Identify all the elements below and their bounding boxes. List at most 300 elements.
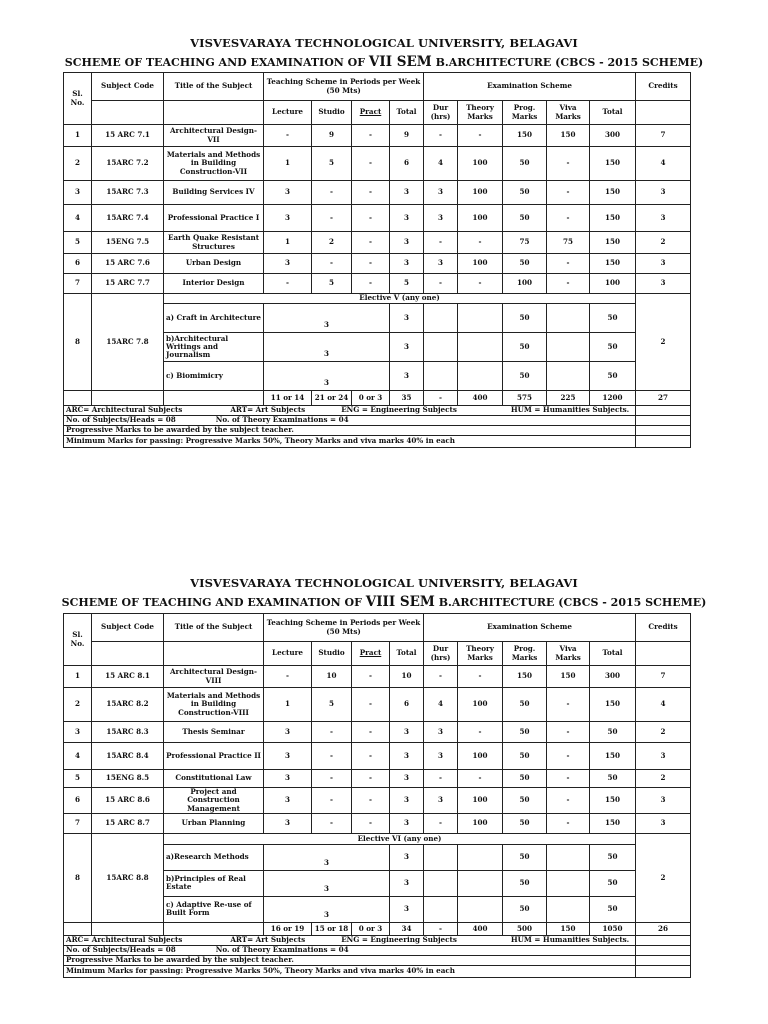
duration-header: Dur (hrs) <box>424 642 458 666</box>
table-cell: Urban Planning <box>164 813 264 833</box>
table-cell: 575 <box>503 391 547 406</box>
table-cell: - <box>312 254 352 274</box>
table-cell: 15ENG 7.5 <box>92 232 164 254</box>
table-cell: - <box>352 254 390 274</box>
table-cell: 15ARC 8.2 <box>92 688 164 722</box>
table-cell: 150 <box>590 205 636 232</box>
subheader-row <box>64 642 691 666</box>
table-row <box>64 232 691 254</box>
table-cell: Project and Construction Management <box>164 788 264 814</box>
table-cell: 50 <box>590 304 636 333</box>
table-row <box>64 125 691 147</box>
table-cell: 3 <box>636 274 691 294</box>
counts: No. of Subjects/Heads = 08 No. of Theory Examinations = 04 <box>64 416 636 426</box>
table-cell: 4 <box>636 147 691 181</box>
table-cell: 3 <box>264 181 312 205</box>
table-cell: 3 <box>390 722 424 743</box>
table-cell: 50 <box>503 743 547 770</box>
table-cell: 150 <box>547 125 590 147</box>
table-cell: 1 <box>264 232 312 254</box>
table-cell: 8 <box>64 833 92 922</box>
table-cell: 15ARC 7.4 <box>92 205 164 232</box>
table-cell: 7 <box>636 125 691 147</box>
table-cell: 100 <box>503 274 547 294</box>
table-cell: 15 ARC 7.7 <box>92 274 164 294</box>
table-cell: 3 <box>264 844 390 870</box>
table-cell: 26 <box>636 922 691 935</box>
table-cell: 50 <box>590 770 636 788</box>
table-cell: - <box>547 743 590 770</box>
table-cell: 3 <box>264 254 312 274</box>
table-cell: 50 <box>590 333 636 362</box>
table-cell: 150 <box>590 788 636 814</box>
table-cell: 10 <box>312 666 352 688</box>
table-cell <box>164 101 264 125</box>
subject-code-header: Subject Code <box>92 614 164 642</box>
table-cell: - <box>312 205 352 232</box>
table-cell: 6 <box>390 147 424 181</box>
pract-header: Pract <box>352 642 390 666</box>
table-cell: - <box>458 770 503 788</box>
table-cell <box>636 436 691 448</box>
table-cell: 50 <box>503 254 547 274</box>
table-cell: Professional Practice II <box>164 743 264 770</box>
table-cell: 2 <box>636 232 691 254</box>
elective-heading-row <box>64 294 691 304</box>
duration-header: Dur (hrs) <box>424 101 458 125</box>
table-cell: - <box>312 813 352 833</box>
table-cell: - <box>458 666 503 688</box>
table-cell: 300 <box>590 125 636 147</box>
table-cell: 100 <box>458 254 503 274</box>
table-cell: 3 <box>264 333 390 362</box>
table-cell: Architectural Design-VIII <box>164 666 264 688</box>
note-row <box>64 436 691 448</box>
table-cell: 150 <box>590 181 636 205</box>
table-cell: 15ARC 7.3 <box>92 181 164 205</box>
table-cell: 150 <box>590 232 636 254</box>
table-cell: 15ENG 8.5 <box>92 770 164 788</box>
table-row <box>64 813 691 833</box>
table-cell: - <box>547 813 590 833</box>
table-cell <box>92 642 164 666</box>
table-cell <box>636 965 691 977</box>
table-cell: 3 <box>636 743 691 770</box>
table-cell: Interior Design <box>164 274 264 294</box>
table-cell: - <box>312 743 352 770</box>
legend-row <box>64 406 691 416</box>
table-cell: 100 <box>458 205 503 232</box>
table-cell <box>636 101 691 125</box>
table-cell: - <box>547 274 590 294</box>
table-cell: 75 <box>503 232 547 254</box>
table-cell: 5 <box>64 232 92 254</box>
table-cell: - <box>424 666 458 688</box>
total-header: Total <box>390 642 424 666</box>
table-cell <box>636 416 691 426</box>
table-cell: 3 <box>264 770 312 788</box>
table-row <box>64 147 691 181</box>
viva-marks-header: Viva Marks <box>547 101 590 125</box>
subject-title-header: Title of the Subject <box>164 73 264 101</box>
table-cell: - <box>547 254 590 274</box>
totals-row <box>64 922 691 935</box>
table-cell: 3 <box>390 788 424 814</box>
table-row <box>64 274 691 294</box>
table-cell <box>92 922 164 935</box>
examination-scheme-header: Examination Scheme <box>424 73 636 101</box>
table-cell: 150 <box>590 688 636 722</box>
table-cell: 3 <box>390 844 424 870</box>
table-cell: - <box>458 232 503 254</box>
table-row <box>64 722 691 743</box>
table-cell: 3 <box>264 896 390 922</box>
lecture-header: Lecture <box>264 101 312 125</box>
table-cell: 5 <box>312 274 352 294</box>
table-cell: a) Craft in Architecture <box>164 304 264 333</box>
table-cell <box>164 642 264 666</box>
table-cell: 15 ARC 7.6 <box>92 254 164 274</box>
table-cell <box>64 391 92 406</box>
table-cell <box>458 870 503 896</box>
table-cell: 3 <box>390 181 424 205</box>
elective-heading-row <box>64 833 691 844</box>
progressive-note: Progressive Marks to be awarded by the subject teacher. <box>64 955 636 965</box>
table-cell: Architectural Design-VII <box>164 125 264 147</box>
table-cell: 3 <box>424 722 458 743</box>
table-cell: 15 ARC 8.1 <box>92 666 164 688</box>
table-cell: 7 <box>64 813 92 833</box>
note-row <box>64 965 691 977</box>
table-cell: - <box>547 788 590 814</box>
table-cell: - <box>458 274 503 294</box>
table-cell: 4 <box>64 743 92 770</box>
table-cell <box>547 362 590 391</box>
table-cell: 15ARC 8.3 <box>92 722 164 743</box>
table-cell: 15ARC 7.2 <box>92 147 164 181</box>
table-cell: 2 <box>64 147 92 181</box>
table-cell: - <box>458 722 503 743</box>
table-cell: - <box>547 181 590 205</box>
table-cell: 7 <box>64 274 92 294</box>
table-cell: - <box>458 125 503 147</box>
table-cell: - <box>352 788 390 814</box>
table-cell: 150 <box>503 666 547 688</box>
university-name: VISVESVARAYA TECHNOLOGICAL UNIVERSITY, BELAGAVI <box>190 36 578 50</box>
table-cell: 4 <box>64 205 92 232</box>
progressive-marks-header: Prog. Marks <box>503 642 547 666</box>
exam-total-header: Total <box>590 101 636 125</box>
table-cell: 5 <box>64 770 92 788</box>
table-cell: - <box>352 722 390 743</box>
table-cell <box>547 333 590 362</box>
table-cell: 3 <box>424 788 458 814</box>
table-cell <box>92 391 164 406</box>
table-cell: - <box>424 125 458 147</box>
table-cell: 50 <box>590 870 636 896</box>
table-cell <box>424 333 458 362</box>
table-cell: 3 <box>636 254 691 274</box>
table-cell: 50 <box>590 362 636 391</box>
table-cell: Materials and Methods in Building Construction-VII <box>164 147 264 181</box>
table-cell <box>424 362 458 391</box>
table-cell: 3 <box>636 788 691 814</box>
table-row <box>64 688 691 722</box>
table-cell: 50 <box>503 304 547 333</box>
table-cell: 50 <box>503 333 547 362</box>
viva-marks-header: Viva Marks <box>547 642 590 666</box>
university-name: VISVESVARAYA TECHNOLOGICAL UNIVERSITY, BELAGAVI <box>190 576 578 590</box>
table-cell: - <box>424 770 458 788</box>
table-cell: 1 <box>264 147 312 181</box>
table-cell <box>424 304 458 333</box>
table-cell: 50 <box>503 147 547 181</box>
table-cell <box>458 333 503 362</box>
table-cell: 8 <box>64 294 92 391</box>
sem7-scheme-table <box>63 72 691 448</box>
table-cell: 3 <box>424 743 458 770</box>
table-cell: 35 <box>390 391 424 406</box>
progressive-note: Progressive Marks to be awarded by the subject teacher. <box>64 426 636 436</box>
table-cell: 50 <box>503 844 547 870</box>
table-cell: 3 <box>264 304 390 333</box>
table-cell: 3 <box>636 205 691 232</box>
table-cell <box>458 362 503 391</box>
table-cell: 5 <box>312 147 352 181</box>
table-cell: 27 <box>636 391 691 406</box>
counts-row <box>64 416 691 426</box>
table-cell: 75 <box>547 232 590 254</box>
table-cell: 15 ARC 8.7 <box>92 813 164 833</box>
table-cell: 3 <box>390 743 424 770</box>
table-cell: - <box>264 125 312 147</box>
table-cell: 11 or 14 <box>264 391 312 406</box>
counts: No. of Subjects/Heads = 08 No. of Theory Examinations = 04 <box>64 945 636 955</box>
counts-row <box>64 945 691 955</box>
progressive-marks-header: Prog. Marks <box>503 101 547 125</box>
legend: ARC= Architectural Subjects ART= Art Subjects ENG = Engineering Subjects HUM = Humanities Subjects. <box>64 935 636 945</box>
table-cell: 15 ARC 7.1 <box>92 125 164 147</box>
table-cell: 225 <box>547 391 590 406</box>
table-cell: Constitutional Law <box>164 770 264 788</box>
elective-heading: Elective V (any one) <box>164 294 636 304</box>
table-cell: 150 <box>547 922 590 935</box>
table-cell: 15ARC 8.4 <box>92 743 164 770</box>
table-row <box>64 743 691 770</box>
subject-title-header: Title of the Subject <box>164 614 264 642</box>
table-cell: 2 <box>636 722 691 743</box>
table-cell: 9 <box>312 125 352 147</box>
table-cell: 300 <box>590 666 636 688</box>
table-cell: 3 <box>264 743 312 770</box>
table-cell: 150 <box>590 743 636 770</box>
table-cell: c) Adaptive Re-use of Built Form <box>164 896 264 922</box>
table-cell: b)Principles of Real Estate <box>164 870 264 896</box>
table-cell: 3 <box>264 362 390 391</box>
table-cell <box>64 922 92 935</box>
table-cell: - <box>312 770 352 788</box>
table-cell: 3 <box>64 181 92 205</box>
table-cell: Earth Quake Resistant Structures <box>164 232 264 254</box>
table-cell: 50 <box>503 181 547 205</box>
table-cell <box>547 896 590 922</box>
table-cell: 50 <box>503 896 547 922</box>
table-cell: 100 <box>458 788 503 814</box>
table-cell: 2 <box>312 232 352 254</box>
table-cell: 150 <box>590 254 636 274</box>
table-cell: - <box>424 274 458 294</box>
exam-total-header: Total <box>590 642 636 666</box>
table-cell: 3 <box>390 896 424 922</box>
header-row <box>64 614 691 642</box>
table-cell: - <box>547 770 590 788</box>
table-cell: 3 <box>424 254 458 274</box>
table-cell <box>636 955 691 965</box>
note-row <box>64 426 691 436</box>
teaching-scheme-header: Teaching Scheme in Periods per Week (50 Mts) <box>264 614 424 642</box>
table-cell <box>458 844 503 870</box>
table-cell <box>458 304 503 333</box>
table-cell: 3 <box>390 304 424 333</box>
table-cell: 10 <box>390 666 424 688</box>
table-cell: 100 <box>458 181 503 205</box>
table-cell: - <box>547 147 590 181</box>
table-cell: 3 <box>636 181 691 205</box>
lecture-header: Lecture <box>264 642 312 666</box>
passing-note: Minimum Marks for passing: Progressive Marks 50%, Theory Marks and viva marks 40% in each <box>64 965 636 977</box>
table-cell: 0 or 3 <box>352 922 390 935</box>
table-cell: - <box>352 770 390 788</box>
table-cell: - <box>424 391 458 406</box>
table-cell: 50 <box>503 770 547 788</box>
table-cell: - <box>264 274 312 294</box>
table-row <box>64 666 691 688</box>
elective-heading: Elective VI (any one) <box>164 833 636 844</box>
table-cell: - <box>424 813 458 833</box>
table-cell: 15ARC 7.8 <box>92 294 164 391</box>
table-cell: 9 <box>390 125 424 147</box>
table-cell: - <box>352 181 390 205</box>
passing-note: Minimum Marks for passing: Progressive Marks 50%, Theory Marks and viva marks 40% in each <box>64 436 636 448</box>
table-cell: 2 <box>636 294 691 391</box>
table-cell: c) Biomimicry <box>164 362 264 391</box>
table-cell: 5 <box>390 274 424 294</box>
table-cell: 3 <box>64 722 92 743</box>
table-cell: 15 ARC 8.6 <box>92 788 164 814</box>
table-cell <box>164 391 264 406</box>
table-cell: 50 <box>503 362 547 391</box>
theory-marks-header: Theory Marks <box>458 101 503 125</box>
table-cell: - <box>352 205 390 232</box>
table-cell: 50 <box>590 844 636 870</box>
table-cell: 150 <box>590 813 636 833</box>
table-cell: 3 <box>390 813 424 833</box>
table-cell: 1 <box>264 688 312 722</box>
table-cell: 50 <box>503 722 547 743</box>
table-cell: 3 <box>390 770 424 788</box>
table-cell: 50 <box>590 722 636 743</box>
table-cell: - <box>312 722 352 743</box>
table-cell: - <box>547 688 590 722</box>
table-cell: - <box>352 666 390 688</box>
table-cell: - <box>312 181 352 205</box>
table-cell: 6 <box>64 788 92 814</box>
table-cell: 150 <box>503 125 547 147</box>
table-cell: 3 <box>390 362 424 391</box>
credits-header: Credits <box>636 614 691 642</box>
table-cell: 100 <box>458 688 503 722</box>
scheme-title: SCHEME OF TEACHING AND EXAMINATION OF VII SEM B.ARCHITECTURE (CBCS - 2015 SCHEME) <box>64 54 704 70</box>
table-cell: 6 <box>64 254 92 274</box>
table-cell: 50 <box>503 813 547 833</box>
table-cell: Professional Practice I <box>164 205 264 232</box>
studio-header: Studio <box>312 101 352 125</box>
table-cell: - <box>264 666 312 688</box>
table-cell: - <box>424 922 458 935</box>
table-cell: 1200 <box>590 391 636 406</box>
table-cell: 1050 <box>590 922 636 935</box>
table-cell: 400 <box>458 922 503 935</box>
table-cell: Thesis Seminar <box>164 722 264 743</box>
teaching-scheme-header: Teaching Scheme in Periods per Week (50 Mts) <box>264 73 424 101</box>
table-cell: 4 <box>424 688 458 722</box>
studio-header: Studio <box>312 642 352 666</box>
table-cell <box>424 870 458 896</box>
table-cell: 50 <box>503 205 547 232</box>
header-row <box>64 73 691 101</box>
table-cell <box>164 922 264 935</box>
legend: ARC= Architectural Subjects ART= Art Subjects ENG = Engineering Subjects HUM = Humanities Subjects. <box>64 406 636 416</box>
table-cell: 3 <box>390 232 424 254</box>
table-cell: 2 <box>64 688 92 722</box>
table-cell: 500 <box>503 922 547 935</box>
table-row <box>64 181 691 205</box>
table-cell: 1 <box>64 125 92 147</box>
table-cell: 2 <box>636 770 691 788</box>
table-cell: - <box>352 147 390 181</box>
sem8-heading <box>0 576 768 610</box>
sl-no-header: Sl. No. <box>64 614 92 666</box>
table-cell: 100 <box>458 743 503 770</box>
table-row <box>64 205 691 232</box>
table-cell <box>636 945 691 955</box>
table-cell: Building Services IV <box>164 181 264 205</box>
subject-code-header: Subject Code <box>92 73 164 101</box>
table-row <box>64 788 691 814</box>
table-cell: 3 <box>390 205 424 232</box>
table-cell: 3 <box>390 254 424 274</box>
scheme-title: SCHEME OF TEACHING AND EXAMINATION OF VIII SEM B.ARCHITECTURE (CBCS - 2015 SCHEME) <box>61 594 707 610</box>
table-cell: 150 <box>590 147 636 181</box>
table-cell: 1 <box>64 666 92 688</box>
table-cell: - <box>352 813 390 833</box>
table-cell: 50 <box>503 688 547 722</box>
sem8-scheme-table <box>63 613 691 978</box>
table-cell: - <box>352 125 390 147</box>
table-cell <box>547 304 590 333</box>
table-cell <box>458 896 503 922</box>
table-cell: 3 <box>264 722 312 743</box>
table-cell: 3 <box>636 813 691 833</box>
table-cell: 100 <box>590 274 636 294</box>
table-cell <box>547 844 590 870</box>
table-cell: - <box>352 232 390 254</box>
examination-scheme-header: Examination Scheme <box>424 614 636 642</box>
table-cell <box>424 896 458 922</box>
table-cell <box>92 101 164 125</box>
table-cell <box>636 406 691 416</box>
table-cell: - <box>424 232 458 254</box>
